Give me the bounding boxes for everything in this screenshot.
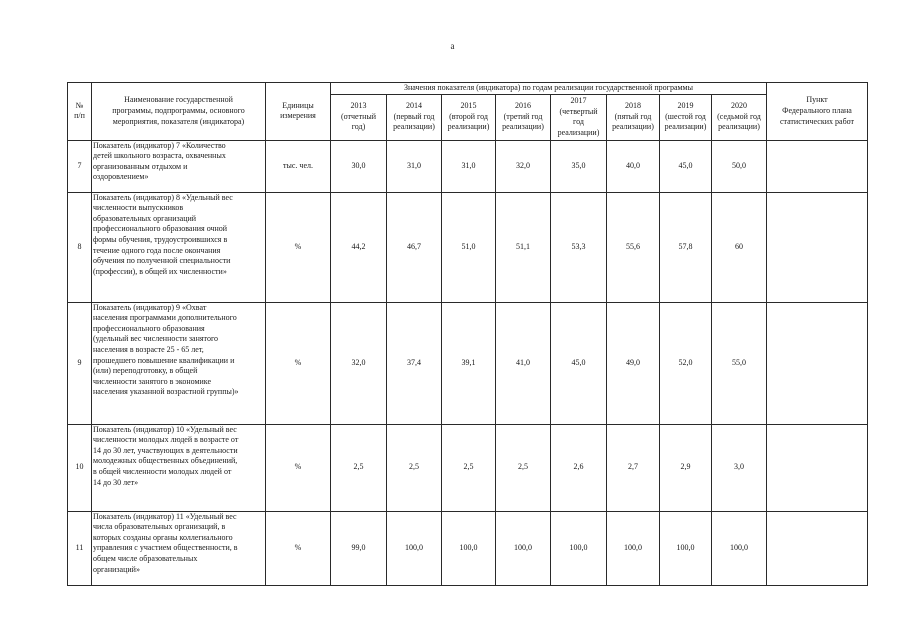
value-cell: 32,0 <box>331 302 387 424</box>
indicator-name: Показатель (индикатор) 9 «Охват населения программами дополнительного профессионального образования (удельный вес численности занятого населения в возрасте 25 - 65 лет, прошедшего повышение квалификации и (или) переподготовку, в общей численности занятого в экономике населения указанной возрастной группы)» <box>92 302 266 424</box>
plan-cell <box>767 511 868 585</box>
page-number: a <box>450 41 455 51</box>
table-row <box>68 511 868 585</box>
value-cell: 44,2 <box>331 192 387 302</box>
value-cell: 45,0 <box>660 140 712 192</box>
indicator-name: Показатель (индикатор) 10 «Удельный вес численности молодых людей в возрасте от 14 до 30 лет, участвующих в деятельности молодежных общественных объединений, в общей численности молодых людей от 14 до 30 лет» <box>92 424 266 511</box>
value-cell: 35,0 <box>551 140 607 192</box>
value-cell: 100,0 <box>551 511 607 585</box>
value-cell: 60 <box>712 192 767 302</box>
header-year-2020: 2020 (седьмой год реализации) <box>712 94 767 140</box>
table-row <box>68 192 868 302</box>
value-cell: 49,0 <box>607 302 660 424</box>
header-plan: Пункт Федерального плана статистических работ <box>767 83 868 141</box>
table-row <box>68 424 868 511</box>
value-cell: 100,0 <box>387 511 442 585</box>
value-cell: 100,0 <box>660 511 712 585</box>
value-cell: 55,0 <box>712 302 767 424</box>
header-year-2019: 2019 (шестой год реализации) <box>660 94 712 140</box>
value-cell: 39,1 <box>442 302 496 424</box>
value-cell: 55,6 <box>607 192 660 302</box>
value-cell: 41,0 <box>496 302 551 424</box>
value-cell: 30,0 <box>331 140 387 192</box>
value-cell: 2,5 <box>442 424 496 511</box>
unit-cell: % <box>266 424 331 511</box>
indicator-name: Показатель (индикатор) 7 «Количество детей школьного возраста, охваченных организованным отдыхом и оздоровлением» <box>92 140 266 192</box>
value-cell: 40,0 <box>607 140 660 192</box>
value-cell: 52,0 <box>660 302 712 424</box>
indicator-table <box>67 82 868 586</box>
unit-cell: тыс. чел. <box>266 140 331 192</box>
value-cell: 2,9 <box>660 424 712 511</box>
value-cell: 100,0 <box>712 511 767 585</box>
header-number: № п/п <box>68 83 92 141</box>
value-cell: 3,0 <box>712 424 767 511</box>
value-cell: 51,1 <box>496 192 551 302</box>
row-number: 10 <box>68 424 92 511</box>
header-year-2017: 2017 (четвертый год реализации) <box>551 94 607 140</box>
header-name: Наименование государственной программы, подпрограммы, основного мероприятия, показателя (индикатора) <box>92 83 266 141</box>
value-cell: 51,0 <box>442 192 496 302</box>
unit-cell: % <box>266 192 331 302</box>
value-cell: 99,0 <box>331 511 387 585</box>
value-cell: 31,0 <box>387 140 442 192</box>
plan-cell <box>767 424 868 511</box>
header-unit: Единицы измерения <box>266 83 331 141</box>
value-cell: 46,7 <box>387 192 442 302</box>
value-cell: 2,6 <box>551 424 607 511</box>
row-number: 7 <box>68 140 92 192</box>
header-year-2015: 2015 (второй год реализации) <box>442 94 496 140</box>
value-cell: 37,4 <box>387 302 442 424</box>
value-cell: 53,3 <box>551 192 607 302</box>
indicator-name: Показатель (индикатор) 11 «Удельный вес числа образовательных организаций, в которых созданы органы коллегиального управления с участием общественности, в общем числе образовательных организаций» <box>92 511 266 585</box>
header-values-group: Значения показателя (индикатора) по годам реализации государственной программы <box>331 83 767 95</box>
value-cell: 57,8 <box>660 192 712 302</box>
value-cell: 2,7 <box>607 424 660 511</box>
value-cell: 32,0 <box>496 140 551 192</box>
value-cell: 31,0 <box>442 140 496 192</box>
value-cell: 50,0 <box>712 140 767 192</box>
value-cell: 100,0 <box>442 511 496 585</box>
row-number: 11 <box>68 511 92 585</box>
value-cell: 2,5 <box>496 424 551 511</box>
value-cell: 100,0 <box>607 511 660 585</box>
plan-cell <box>767 140 868 192</box>
header-year-2013: 2013 (отчетный год) <box>331 94 387 140</box>
value-cell: 2,5 <box>387 424 442 511</box>
value-cell: 45,0 <box>551 302 607 424</box>
value-cell: 2,5 <box>331 424 387 511</box>
value-cell: 100,0 <box>496 511 551 585</box>
row-number: 9 <box>68 302 92 424</box>
plan-cell <box>767 302 868 424</box>
table-row <box>68 302 868 424</box>
table-row <box>68 140 868 192</box>
header-year-2016: 2016 (третий год реализации) <box>496 94 551 140</box>
indicator-name: Показатель (индикатор) 8 «Удельный вес численности выпускников образовательных организаций профессионального образования очной формы обучения, трудоустроившихся в течение одного года после окончания обучения по полученной специальности (профессии), в общей их численности» <box>92 192 266 302</box>
unit-cell: % <box>266 302 331 424</box>
header-year-2018: 2018 (пятый год реализации) <box>607 94 660 140</box>
unit-cell: % <box>266 511 331 585</box>
row-number: 8 <box>68 192 92 302</box>
header-year-2014: 2014 (первый год реализации) <box>387 94 442 140</box>
plan-cell <box>767 192 868 302</box>
